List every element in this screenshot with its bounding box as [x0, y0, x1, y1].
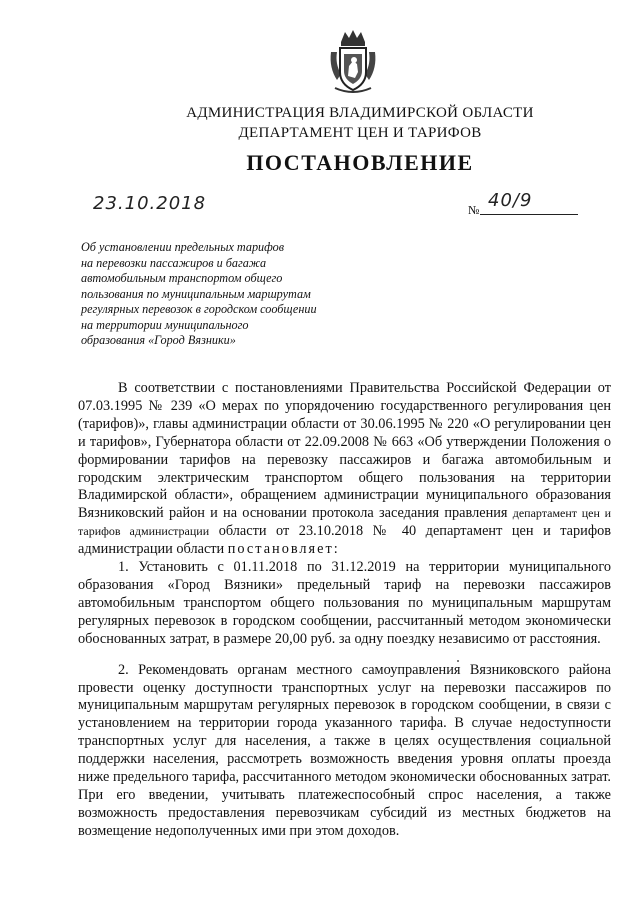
document-body: [78, 380, 611, 841]
scan-dot: [457, 660, 459, 662]
subject-line: образования «Город Вязники»: [81, 333, 236, 347]
item-1-paragraph: 1. Установить с 01.11.2018 по 31.12.2019 на территории муниципального образования «Город Вязники» предельный тариф на перевозки пассажиров автомобильным транспортом общего пользования по муниципальным маршрутам регулярных перевозок в городском сообщении, рассчитанный методом экономически обоснованных затрат, в размере 20,00 руб. за одну поездку независимо от расстояния.: [78, 559, 611, 647]
subject-line: на территории муниципального: [81, 317, 249, 332]
document-title: ПОСТАНОВЛЕНИЕ: [246, 150, 474, 175]
subject-line: на перевозки пассажиров и багажа: [81, 255, 267, 270]
number-sign: №: [468, 203, 480, 217]
decree-colon: :: [333, 541, 338, 558]
preamble-text-cont: области от 23.10.2018 № 40 департамент цен и тарифов администрации области: [78, 523, 611, 558]
preamble-text: В соответствии с постановлениями Правительства Российской Федерации от 07.03.1995 № 239 «О мерах по упорядочению государственного регулирования цен (тарифов)», главы администрации области от 30.06.1995 № 220 «О регулировании цен и тарифов», Губернатора области от 22.09.2008 № 663 «Об утверждении Положения о формировании тарифов на перевозку пассажиров и багажа автомобильным и городским электрическим транспортом общего пользования на территории Владимирской области», обращением администрации муниципального образования Вязниковский район и на основании протокола заседания правления: [78, 380, 611, 522]
subject-line: регулярных перевозок в городском сообщении: [81, 302, 317, 316]
coat-of-arms-icon: [327, 28, 379, 96]
subject-line: Об установлении предельных тарифов: [81, 240, 285, 254]
item-2-paragraph: 2. Рекомендовать органам местного самоуправления Вязниковского района провести оценку доступности транспортных услуг на перевозки пассажиров по муниципальным маршрутам регулярных перевозок в городском сообщении, в связи с установлением на территории города указанного тарифа. В случае недоступности транспортных услуг для населения, а также в целях осуществления социальной поддержки населения, рассмотреть возможность введения уровня оплаты проезда ниже предельного тарифа, рассчитанного методом экономически обоснованных затрат. При его введении, учитывать платежеспособный спрос населения, а также возможность предоставления перевозчикам субсидий из местных бюджетов на возмещение недополученных ими при этом доходов.: [78, 661, 611, 839]
department-name: ДЕПАРТАМЕНТ ЦЕН И ТАРИФОВ: [238, 125, 482, 141]
subject-line: автомобильным транспортом общего: [81, 271, 283, 285]
organization-name: АДМИНИСТРАЦИЯ ВЛАДИМИРСКОЙ ОБЛАСТИ: [186, 105, 534, 121]
decree-word: постановляет: [227, 541, 334, 558]
preamble-small-text: департамент цен и тарифов администрации: [78, 506, 612, 539]
number-underline: [480, 214, 578, 215]
document-subject: [81, 240, 381, 349]
document-number: 40/9: [488, 190, 533, 211]
preamble-paragraph: [78, 380, 611, 559]
subject-line: пользования по муниципальным маршрутам: [81, 286, 311, 301]
document-date: 23.10.2018: [93, 193, 207, 214]
